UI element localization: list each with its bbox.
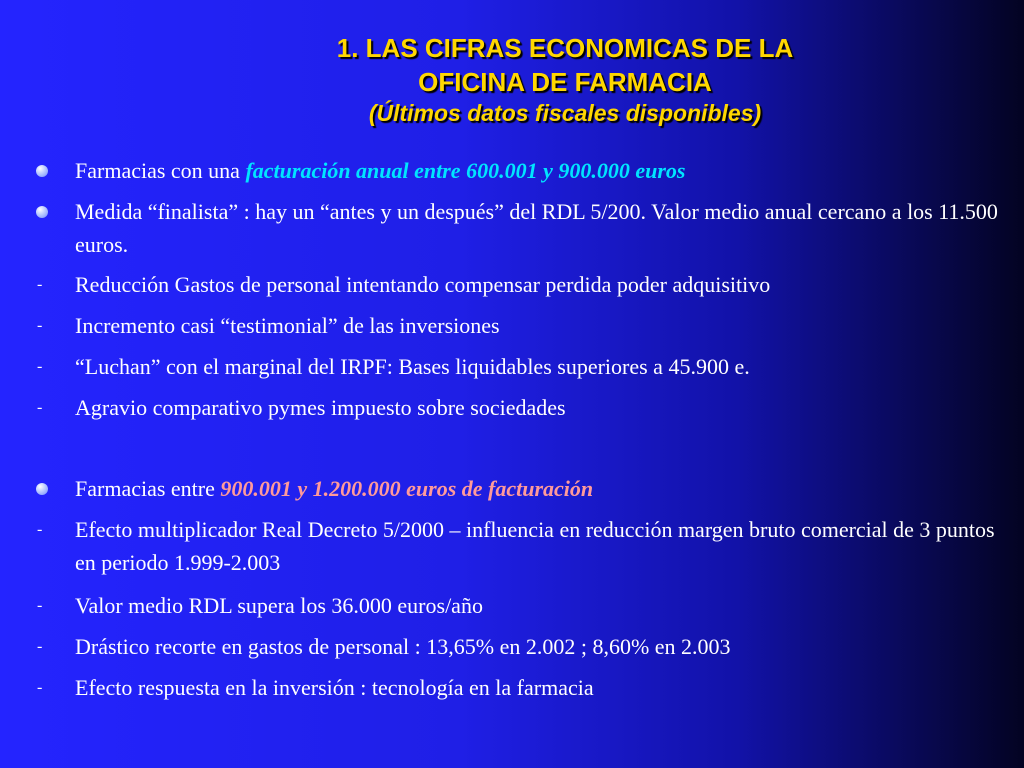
item-text: Farmacias entre [75,476,221,501]
item-highlight: facturación anual entre 600.001 y 900.000 euros [245,158,686,183]
item-text: Drástico recorte en gastos de personal : 13,65% en 2.002 ; 8,60% en 2.003 [75,634,731,659]
dash-marker-icon: - [37,399,43,416]
item-text: Reducción Gastos de personal intentando compensar perdida poder adquisitivo [75,272,771,297]
dash-marker-icon: - [37,358,43,375]
list-item [37,268,1005,301]
list-item [75,195,1005,261]
list-item [37,391,1005,424]
item-text: Efecto respuesta en la inversión : tecnología en la farmacia [75,675,594,700]
item-text: Incremento casi “testimonial” de las inversiones [75,313,500,338]
title-line-2: OFICINA DE FARMACIA [418,67,712,97]
list-item [37,630,1005,663]
item-text: Agravio comparativo pymes impuesto sobre sociedades [75,395,566,420]
item-text: Farmacias con una [75,158,246,183]
title-line-1: 1. LAS CIFRAS ECONOMICAS DE LA [336,33,794,63]
dash-marker-icon: - [37,521,43,538]
item-text: Efecto multiplicador Real Decreto 5/2000 – influencia en reducción margen bruto comercial de 3 puntos en periodo 1.999-2.003 [75,517,995,575]
item-highlight: 900.001 y 1.200.000 euros de facturación [220,476,594,501]
bullet-icon [36,483,48,495]
title-subtitle: (Últimos datos fiscales disponibles) [368,100,762,126]
list-item [37,350,1005,383]
dash-marker-icon: - [37,638,43,655]
list-item [37,309,1005,342]
slide-title [160,31,970,127]
list-item [37,513,1005,579]
list-item [75,472,1005,505]
list-item [37,671,1005,704]
dash-marker-icon: - [37,597,43,614]
dash-marker-icon: - [37,276,43,293]
item-text: “Luchan” con el marginal del IRPF: Bases liquidables superiores a 45.900 e. [75,354,750,379]
list-item [75,154,1005,187]
bullet-icon [36,165,48,177]
dash-marker-icon: - [37,317,43,334]
item-text: Medida “finalista” : hay un “antes y un después” del RDL 5/200. Valor medio anual cercano a los 11.500 euros. [75,199,998,257]
dash-marker-icon: - [37,679,43,696]
list-item [37,589,1005,622]
item-text: Valor medio RDL supera los 36.000 euros/año [75,593,483,618]
bullet-icon [36,206,48,218]
